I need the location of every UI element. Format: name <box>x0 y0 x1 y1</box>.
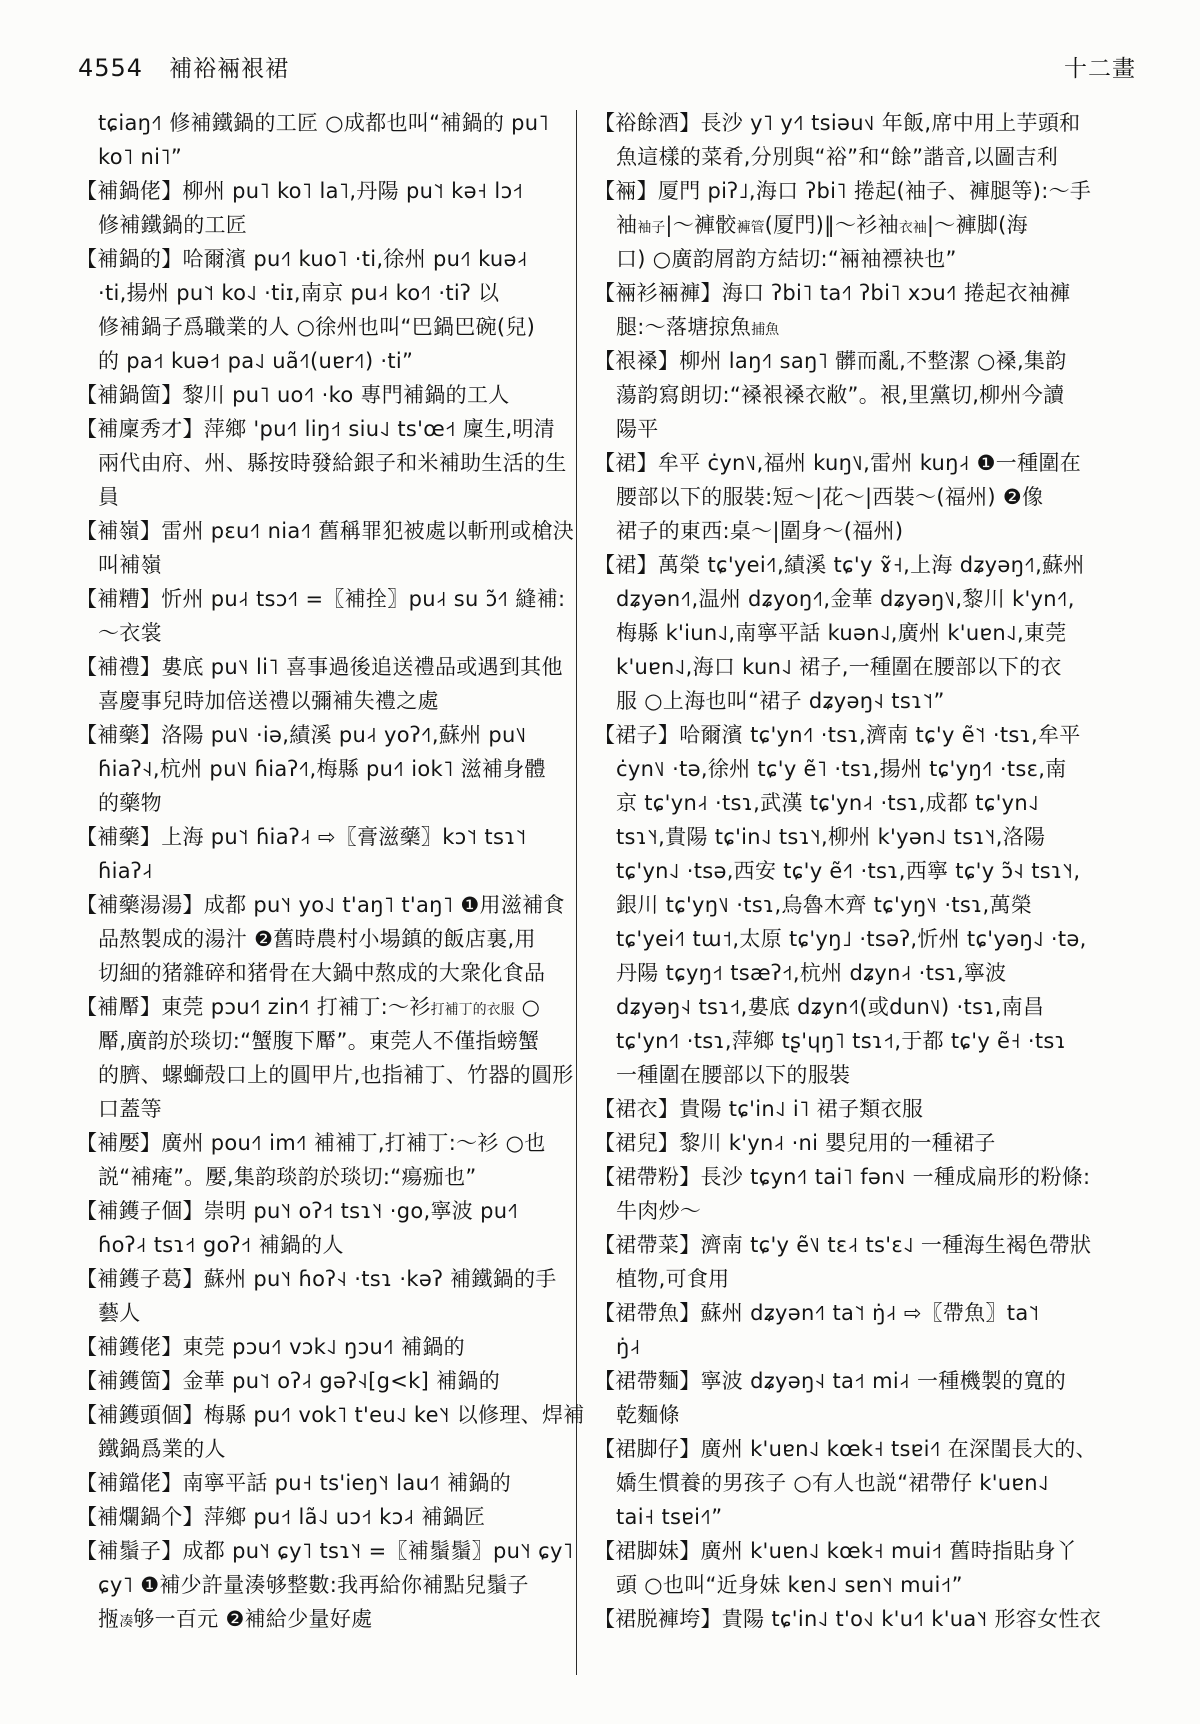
entry-text: 修補鍋子爲職業的人 ○徐州也叫“巴鍋巴碗(兒) <box>98 315 536 339</box>
text-line <box>594 752 1142 786</box>
entry-text: 修補鐵鍋的工匠 <box>98 213 248 237</box>
entry-text: 【裙帶麵】寧波 dʑyəŋ˧˨ ta˧˦ mi˨˧ 一種機製的寬的 <box>594 1369 1067 1393</box>
text-line <box>76 582 568 616</box>
text-line <box>594 140 1142 174</box>
text-line <box>594 684 1142 718</box>
text-line <box>594 1500 1142 1534</box>
entry-text: 【補鑊箇】金華 pu˥˦ oʔ˨˧ gəʔ˧˨[g<k] 補鍋的 <box>76 1369 501 1393</box>
text-line <box>76 1534 574 1568</box>
page-number: 4554 <box>78 54 144 82</box>
entry-text: 【裙】牟平 ċyn˥˩,福州 kuŋ˥˩,雷州 kuŋ˨˧ ❶一種圍在 <box>594 451 1081 475</box>
entry-text: 服 ○上海也叫“裙子 dʑyəŋ˧˨ tsɿ˥˦” <box>616 689 945 713</box>
column-divider <box>576 110 577 1675</box>
entry-text: ŋ̇˨˧ <box>616 1335 641 1359</box>
entry-text: 【補禮】婁底 pu˥˨ li˥ 喜事過後追送禮品或遇到其他 <box>76 655 563 679</box>
entry-text: 【補厴】東莞 pɔu˧˥ zin˧˥ 打補丁:～衫 <box>76 995 431 1019</box>
entry-text: 魚這樣的菜肴,分別與“裕”和“餘”諧音,以圖吉利 <box>616 145 1059 169</box>
entry-text: 【補鍋佬】柳州 pu˥ ko˥ la˥,丹陽 pu˥˦ kə˧ lɔ˧˦ <box>76 179 524 203</box>
entry-text: ɕy˥ ❶補少許量湊够整數:我再給你補點兒鬚子 <box>98 1573 529 1597</box>
entry-text: dʑyəŋ˧˨ tsɿ˧˦,婁底 dʑyn˧˥(或dun˥˩) ·tsɿ,南昌 <box>616 995 1045 1019</box>
entry-text: 梅縣 k'iun˨˩,南寧平話 kuən˨˩,廣州 k'uɐn˨˩,東莞 <box>616 621 1067 645</box>
text-line <box>76 1160 568 1194</box>
text-line <box>76 888 568 922</box>
text-line <box>594 344 1142 378</box>
entry-text: 【裙脚仔】廣州 k'uɐn˨˩ kœk˧ tsɐi˧˥ 在深閨長大的、 <box>594 1437 1097 1461</box>
text-line <box>76 1432 568 1466</box>
text-line <box>76 718 568 752</box>
entry-text: 【補鍋箇】黎川 pu˥ uo˧˥ ·ko 專門補鍋的工人 <box>76 383 510 407</box>
entry-text: 【補爛鍋个】萍鄉 pu˧˦ lã˨˩ uɔ˧˦ kɔ˨˧ 補鍋匠 <box>76 1505 486 1529</box>
entry-text: 【裙帶魚】蘇州 dʑyən˧˥ ta˥˦ ŋ̇˨˧ ⇨〖帶魚〗ta˥˦ <box>594 1301 1040 1325</box>
entry-text: 【補藥】洛陽 pu˥˩ ·iə,績溪 pu˨˧ yoʔ˧˥,蘇州 pu˥˩ <box>76 723 527 747</box>
entry-text: |～褲脚(海 <box>926 213 1028 237</box>
text-line <box>594 548 1142 582</box>
entry-text: tɕiaŋ˧˥ 修補鐵鍋的工匠 ○成都也叫“補鍋的 pu˥ <box>98 111 550 135</box>
entry-text: 【補鑊子葛】蘇州 pu˥˧ ɦoʔ˧˨ ·tsɿ ·kəʔ 補鐵鍋的手 <box>76 1267 557 1291</box>
text-line <box>76 1024 568 1058</box>
text-line <box>594 1160 1142 1194</box>
text-line <box>76 786 568 820</box>
entry-text: tsɿ˥˧,貴陽 tɕ'in˨˩ tsɿ˥˧,柳州 k'yən˨˩ tsɿ˥˧,洛陽 <box>616 825 1046 849</box>
text-line <box>594 174 1142 208</box>
text-line <box>76 1466 568 1500</box>
text-line <box>594 1330 1142 1364</box>
text-line <box>76 1398 585 1432</box>
text-line <box>594 820 1142 854</box>
entry-text: 【裙帶粉】長沙 tɕyn˧˥ tai˥ fən˦˩ 一種成扁形的粉條: <box>594 1165 1091 1189</box>
text-line <box>594 514 1142 548</box>
text-line <box>76 310 568 344</box>
text-line <box>594 786 1142 820</box>
entry-text: 【裙子】哈爾濱 tɕ'yn˧˥ ·tsɿ,濟南 tɕ'y ẽ˥˦ ·tsɿ,牟平 <box>594 723 1081 747</box>
entry-text: 的藥物 <box>98 791 162 815</box>
entry-text: 【補鐺佬】南寧平話 pu˧ ts'ieŋ˥˧ lau˧˥ 補鍋的 <box>76 1471 512 1495</box>
entry-text: 説“補痷”。嬮,集韵琰韵於琰切:“瘍痂也” <box>98 1165 477 1189</box>
entry-text: 厴,廣韵於琰切:“蟹腹下厴”。東莞人不僅指螃蟹 <box>98 1029 540 1053</box>
text-line <box>594 480 1142 514</box>
entry-text: |～褲骹 <box>665 213 737 237</box>
text-line <box>76 514 575 548</box>
entry-text: 【補廩秀才】萍鄉 'pu˧˥ liŋ˧˦ siu˨˩ ts'œ˧˦ 廩生,明清 <box>76 417 556 441</box>
entry-text: 口蓋等 <box>98 1097 162 1121</box>
entry-text: 品熬製成的湯汁 ❷舊時農村小場鎮的飯店裏,用 <box>98 927 536 951</box>
text-line <box>76 990 568 1024</box>
text-line <box>76 174 568 208</box>
entry-text: 【補嬮】廣州 pou˧˥ im˧˥ 補補丁,打補丁:～衫 ○也 <box>76 1131 546 1155</box>
text-line <box>76 446 568 480</box>
text-line <box>76 956 568 990</box>
entry-text: 【裙帶菜】濟南 tɕ'y ẽ˥˩ tɛ˨˧ ts'ɛ˨˩ 一種海生褐色帶狀 <box>594 1233 1092 1257</box>
text-line <box>76 140 568 174</box>
entry-text: 【裲衫裲褲】海口 ʔbi˥ ta˧˥ ʔbi˥ xɔu˧˥ 捲起衣袖褲 <box>594 281 1071 305</box>
text-line <box>76 1568 568 1602</box>
text-line <box>76 1058 574 1092</box>
entry-text: tai˧ tsɐi˧˥” <box>616 1505 723 1529</box>
text-line <box>594 650 1142 684</box>
text-line <box>594 1126 1142 1160</box>
entry-text: dʑyən˧˥,温州 dʑyoŋ˧˥,金華 dʑyəŋ˥˩,黎川 k'yn˧˥, <box>616 587 1075 611</box>
gloss-small-text: 褲管 <box>736 220 765 236</box>
text-line <box>594 854 1142 888</box>
text-line <box>594 1364 1142 1398</box>
page-header <box>78 50 1136 83</box>
text-line <box>76 854 568 888</box>
entry-text: 腿:～落塘掠魚 <box>616 315 752 339</box>
entry-text: ɦiaʔ˨˧ <box>98 859 153 883</box>
entry-text: 嬌生慣養的男孩子 ○有人也説“裙帶仔 k'uɐn˨˩ <box>616 1471 1049 1495</box>
text-line <box>594 616 1142 650</box>
text-line <box>594 718 1142 752</box>
text-line <box>594 1024 1142 1058</box>
gloss-small-text: 衣袖 <box>898 220 927 236</box>
text-line <box>594 276 1142 310</box>
entry-text: 【裕餘酒】長沙 y˥ y˧˥ tsiəu˦˩ 年飯,席中用上芋頭和 <box>594 111 1081 135</box>
entry-text: 【裙脱褲垮】貴陽 tɕ'in˨˩ t'o˧˩ k'u˧˥ k'ua˥˧ 形容女性衣 <box>594 1607 1102 1631</box>
text-line <box>594 412 1142 446</box>
entry-text: ko˥ ni˥” <box>98 145 183 169</box>
text-line <box>76 1500 568 1534</box>
guide-words: 補裕裲裉裙 <box>169 56 290 82</box>
entry-text: 【補鑊佬】東莞 pɔu˧˥ vɔk˨˩ ŋɔu˧˥ 補鍋的 <box>76 1335 465 1359</box>
entry-text: 【裙脚妹】廣州 k'uɐn˨˩ kœk˧ mui˧˦ 舊時指貼身丫 <box>594 1539 1078 1563</box>
text-line <box>76 548 568 582</box>
text-line <box>76 922 568 956</box>
text-line <box>594 310 1142 344</box>
entry-text: 兩代由府、州、縣按時發給銀子和米補助生活的生 <box>98 451 567 475</box>
entry-text: 【補嶺】雷州 pɛu˧˥ nia˧˥ 舊稱罪犯被處以斬刑或槍決 <box>76 519 575 543</box>
text-line <box>76 1364 568 1398</box>
entry-text: 藝人 <box>98 1301 141 1325</box>
entry-text: 揯 <box>98 1607 120 1631</box>
gloss-small-text: 捕魚 <box>751 322 780 338</box>
entry-text: 員 <box>98 485 120 509</box>
text-line <box>594 1228 1142 1262</box>
entry-text: 【補鑊頭個】梅縣 pu˧˥ vok˥ t'eu˨˩ ke˥˧ 以修理、焊補 <box>76 1403 585 1427</box>
entry-text: 植物,可食用 <box>616 1267 730 1291</box>
text-line <box>76 1330 568 1364</box>
text-line <box>76 1092 568 1126</box>
entry-text: 【裲】厦門 piʔ˩,海口 ʔbi˥ 捲起(袖子、褲腿等):～手 <box>594 179 1092 203</box>
text-line <box>594 1194 1142 1228</box>
gloss-small-text: 打補丁的衣服 <box>430 1002 515 1018</box>
entry-text: 【補鍋的】哈爾濱 pu˧˥ kuo˥ ·ti,徐州 pu˧˥ kuə˨˧ <box>76 247 528 271</box>
text-line <box>594 1568 1142 1602</box>
entry-text: 叫補嶺 <box>98 553 162 577</box>
text-line <box>76 1296 568 1330</box>
stroke-section-label: 十二畫 <box>1064 56 1136 82</box>
header-left <box>78 50 289 83</box>
entry-text: 頭 ○也叫“近身妹 kɐn˨˩ sɐn˥˧ mui˧˦” <box>616 1573 963 1597</box>
text-line <box>594 956 1142 990</box>
text-line <box>76 276 568 310</box>
text-line <box>76 650 568 684</box>
entry-text: k'uɐn˨˩,海口 kun˨˩ 裙子,一種圍在腰部以下的衣 <box>616 655 1062 679</box>
text-line <box>594 1398 1142 1432</box>
text-line <box>594 1534 1142 1568</box>
entry-text: 一種圍在腰部以下的服裝 <box>616 1063 851 1087</box>
entry-text: 腰部以下的服裝:短～|花～|西裝～(福州) ❷像 <box>616 485 1044 509</box>
entry-text: ～衣裳 <box>98 621 162 645</box>
text-line <box>594 1092 1142 1126</box>
entry-text: (厦門)‖～衫袖 <box>764 213 899 237</box>
entry-text: 牛肉炒～ <box>616 1199 702 1223</box>
text-line <box>76 480 568 514</box>
text-line <box>76 208 568 242</box>
entry-text: tɕ'yn˨˩ ·tsə,西安 tɕ'y ẽ˧˥ ·tsɿ,西寧 tɕ'y ɔ̃˧˨ tsɿ˥˧, <box>616 859 1081 883</box>
text-line <box>76 106 568 140</box>
entry-text: 乾麵條 <box>616 1403 680 1427</box>
entry-text: tɕ'yn˧˥ ·tsɿ,萍鄉 tʂ'ɥŋ˥ tsɿ˧˦,于都 tɕ'y ẽ˧ ·tsɿ <box>616 1029 1067 1053</box>
text-line <box>76 752 568 786</box>
text-line <box>76 1262 568 1296</box>
text-line <box>76 378 568 412</box>
right-column <box>594 106 1142 1636</box>
entry-text: 【補糟】忻州 pu˨˧ tsɔ˧˥ =〖補拴〗pu˨˧ su ɔ̃˧˥ 縫補: <box>76 587 566 611</box>
text-line <box>76 1602 568 1636</box>
text-line <box>594 922 1142 956</box>
gloss-small-text: 凑 <box>119 1614 134 1630</box>
entry-text: 【裉褬】柳州 laŋ˧˥ saŋ˥ 髒而亂,不整潔 ○褬,集韵 <box>594 349 1067 373</box>
entry-text: 的 pa˧˦ kuə˧˦ pa˨˩ uã˧˥(uɐr˧˥) ·ti” <box>98 349 414 373</box>
text-line <box>594 208 1142 242</box>
entry-text: ɦiaʔ˧˨,杭州 pu˥˩ ɦiaʔ˧˥,梅縣 pu˧˥ iok˥ 滋補身體 <box>98 757 546 781</box>
text-line <box>76 820 568 854</box>
entry-text: 【裙】萬榮 tɕ'yei˧˥,績溪 tɕ'y ɤ̃˧,上海 dʑyəŋ˧˥,蘇州 <box>594 553 1085 577</box>
entry-text: 喜慶事兒時加倍送禮以彌補失禮之處 <box>98 689 439 713</box>
entry-text: 陽平 <box>616 417 659 441</box>
entry-text: tɕ'yei˧˥ tɯ˦,太原 tɕ'yŋ˩ ·tsəʔ,忻州 tɕ'yəŋ˨˩ ·tə, <box>616 927 1087 951</box>
entry-text: 的臍、螺螄殻口上的圓甲片,也指補丁、竹器的圓形 <box>98 1063 574 1087</box>
entry-text: 够一百元 ❷補給少量好處 <box>133 1607 373 1631</box>
text-line <box>76 242 568 276</box>
entry-text: 切細的猪雜碎和猪骨在大鍋中熬成的大衆化食品 <box>98 961 546 985</box>
text-line <box>594 1058 1142 1092</box>
entry-text: 蕩韵寫朗切:“褬裉褬衣敝”。裉,里黨切,柳州今讀 <box>616 383 1065 407</box>
text-line <box>76 1126 568 1160</box>
text-line <box>594 242 1142 276</box>
entry-text: 裙子的東西:桌～|圍身～(福州) <box>616 519 904 543</box>
entry-text: 【補藥】上海 pu˥˦ ɦiaʔ˨˧ ⇨〖膏滋藥〗kɔ˥˦ tsɿ˥˦ <box>76 825 527 849</box>
entry-text: 【補鬚子】成都 pu˥˧ ɕy˥ tsɿ˥˧ =〖補鬚鬚〗pu˥˧ ɕy˥ <box>76 1539 574 1563</box>
entry-text: 【補鑊子個】崇明 pu˥˧ oʔ˧˦ tsɿ˥˧ ·go,寧波 pu˧˥ <box>76 1199 519 1223</box>
text-line <box>594 990 1142 1024</box>
text-line <box>76 344 568 378</box>
text-line <box>594 1296 1142 1330</box>
entry-text: 鐵鍋爲業的人 <box>98 1437 226 1461</box>
left-column <box>76 106 585 1636</box>
entry-text: ·ti,揚州 pu˥˦ ko˨˩ ·tiɪ,南京 pu˨˧ ko˧˥ ·tiʔ 以 <box>98 281 500 305</box>
text-line <box>594 106 1142 140</box>
entry-text: 京 tɕ'yn˨˧ ·tsɿ,武漢 tɕ'yn˨˧ ·tsɿ,成都 tɕ'yn˨˩ <box>616 791 1039 815</box>
text-line <box>594 582 1142 616</box>
gloss-small-text: 袖子 <box>637 220 666 236</box>
text-line <box>76 1194 568 1228</box>
text-line <box>594 1466 1142 1500</box>
text-line <box>594 1432 1142 1466</box>
text-line <box>594 1602 1142 1636</box>
text-line <box>76 684 568 718</box>
text-line <box>76 1228 568 1262</box>
entry-text: ○ <box>514 995 541 1019</box>
text-line <box>594 378 1142 412</box>
entry-text: ɦoʔ˨˧ tsɿ˧˦ goʔ˧˦ 補鍋的人 <box>98 1233 344 1257</box>
entry-text: ċyn˥˩ ·tə,徐州 tɕ'y ẽ˥ ·tsɿ,揚州 tɕ'yŋ˧˥ ·tsɛ,南 <box>616 757 1067 781</box>
text-line <box>76 412 568 446</box>
entry-text: 口) ○廣韵屑韵方結切:“裲袖褾袂也” <box>616 247 957 271</box>
text-line <box>594 1262 1142 1296</box>
entry-text: 銀川 tɕ'yŋ˥˩ ·tsɿ,烏魯木齊 tɕ'yŋ˥˨ ·tsɿ,萬榮 <box>616 893 1033 917</box>
entry-text: 袖 <box>616 213 638 237</box>
entry-text: 【裙兒】黎川 k'yn˨˧ ·ni 嬰兒用的一種裙子 <box>594 1131 996 1155</box>
text-line <box>594 446 1142 480</box>
entry-text: 丹陽 tɕyŋ˧˦ tsæʔ˧˦,杭州 dʑyn˨˧ ·tsɿ,寧波 <box>616 961 1007 985</box>
text-line <box>76 616 568 650</box>
entry-text: 【裙衣】貴陽 tɕ'in˨˩ i˥ 裙子類衣服 <box>594 1097 924 1121</box>
entry-text: 【補藥湯湯】成都 pu˥˧ yo˨˩ t'aŋ˥ t'aŋ˥ ❶用滋補食 <box>76 893 565 917</box>
text-line <box>594 888 1142 922</box>
